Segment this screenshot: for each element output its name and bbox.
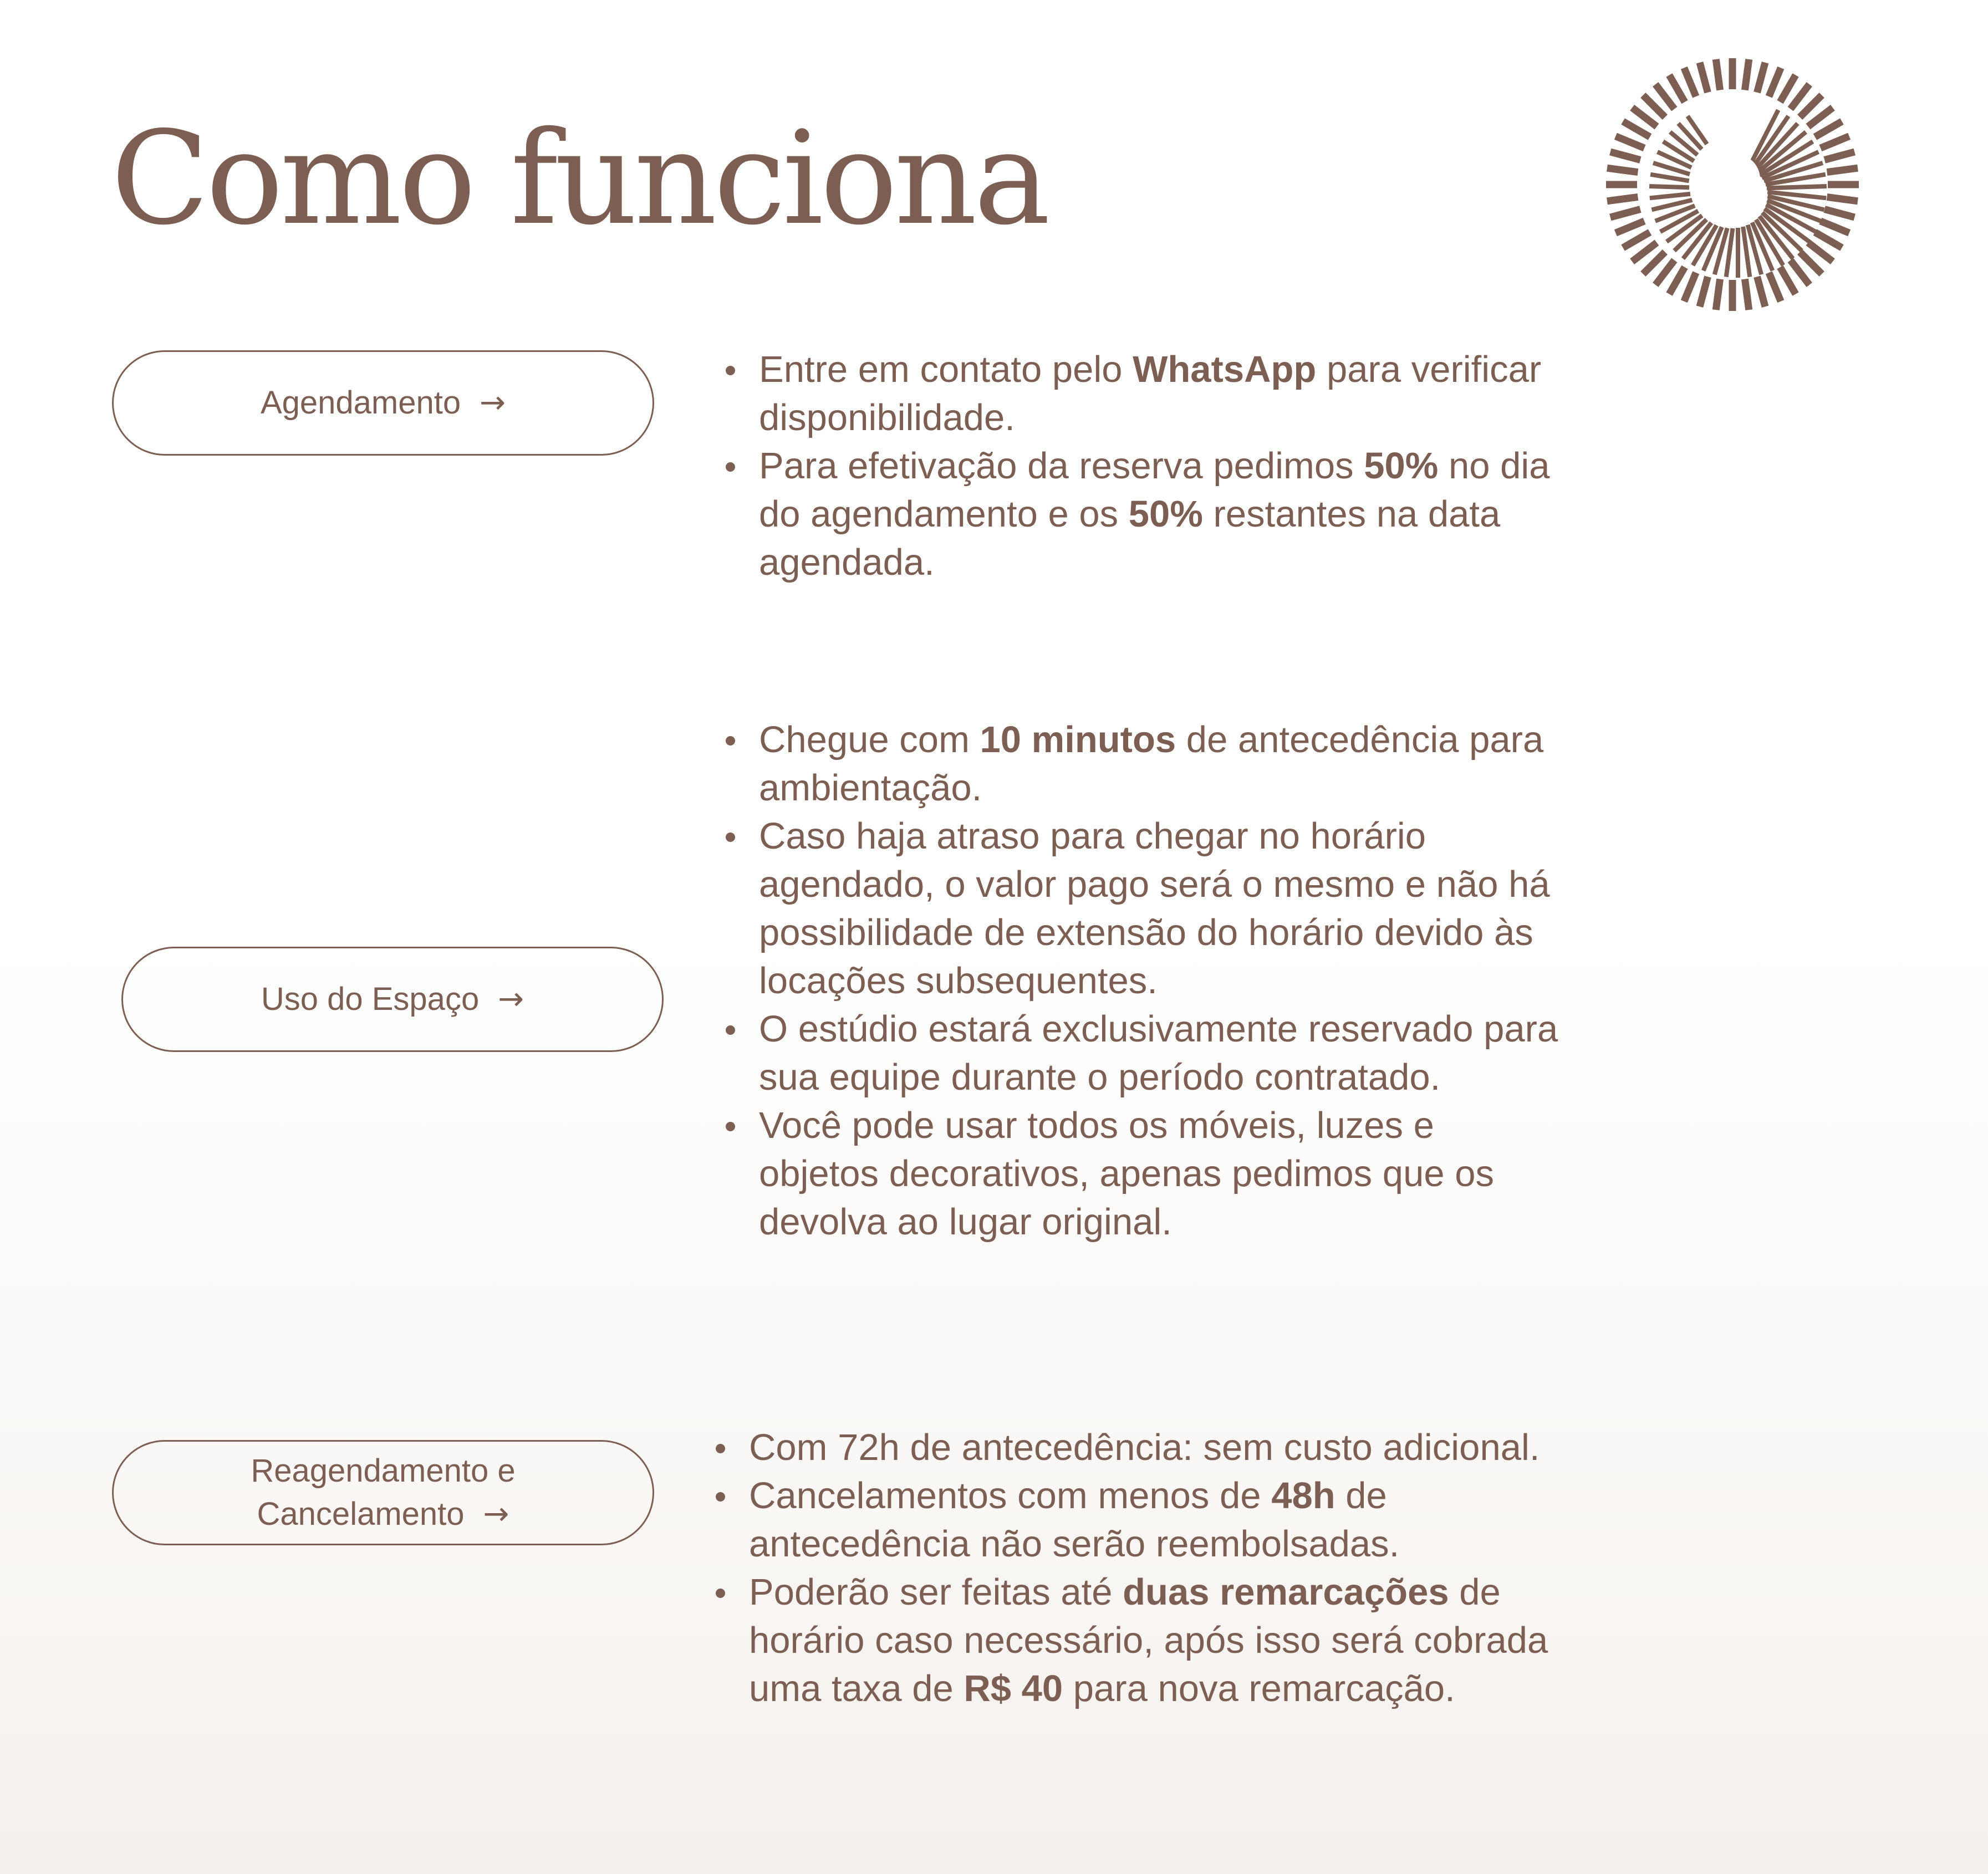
text: Com 72h de antecedência: sem custo adicional.: [749, 1427, 1540, 1468]
reagendamento-cancelamento-button[interactable]: [112, 1440, 654, 1545]
text: de antecedência para ambientação.: [759, 719, 1544, 809]
list-item: [721, 345, 1564, 442]
list-item: [711, 1568, 1554, 1713]
uso-do-espaco-list: [721, 716, 1564, 1246]
text: O estúdio estará exclusivamente reservado para sua equipe durante o período contratado.: [759, 1008, 1558, 1098]
list-item: [721, 1005, 1564, 1101]
reagendamento-button-label-line1: Reagendamento e: [251, 1452, 516, 1489]
agendamento-button-label: Agendamento: [260, 384, 461, 421]
arrow-right-icon: →: [480, 385, 506, 421]
list-item: [721, 1101, 1564, 1246]
bold-text: WhatsApp: [1133, 349, 1317, 390]
bold-text: duas remarcações: [1123, 1571, 1449, 1613]
text: Cancelamentos com menos de: [749, 1475, 1272, 1516]
page-title: Como funciona: [111, 104, 1047, 253]
agendamento-list: [721, 345, 1564, 586]
bold-text: R$ 40: [964, 1668, 1063, 1709]
reagendamento-button-line2: [257, 1493, 509, 1536]
arrow-right-icon: →: [498, 981, 524, 1018]
text: para verificar disponibilidade.: [759, 349, 1542, 438]
bold-text: 48h: [1271, 1475, 1335, 1516]
sunburst-logo-icon: [1605, 57, 1860, 312]
bold-text: 50%: [1128, 493, 1203, 535]
bold-text: 50%: [1364, 445, 1439, 487]
list-item: [721, 716, 1564, 812]
uso-do-espaco-button[interactable]: [121, 947, 664, 1052]
bold-text: 10 minutos: [980, 719, 1176, 760]
list-item: [721, 442, 1564, 586]
text: Poderão ser feitas até: [749, 1571, 1123, 1613]
text: Caso haja atraso para chegar no horário agendado, o valor pago será o mesmo e não há possibilidade de extensão do horário devido às locações subsequentes.: [759, 815, 1550, 1002]
text: Para efetivação da reserva pedimos: [759, 445, 1364, 487]
text: no dia do agendamento e os: [759, 445, 1550, 535]
list-item: [711, 1472, 1554, 1568]
list-item: [711, 1423, 1554, 1472]
uso-do-espaco-button-label: Uso do Espaço: [261, 981, 480, 1017]
text: para nova remarcação.: [1063, 1668, 1455, 1709]
list-item: [721, 812, 1564, 1005]
text: de antecedência não serão reembolsadas.: [749, 1475, 1400, 1565]
arrow-right-icon: →: [483, 1496, 509, 1533]
text: de horário caso necessário, após isso será cobrada uma taxa de: [749, 1571, 1548, 1709]
text: Chegue com: [759, 719, 980, 760]
text: restantes na data agendada.: [759, 493, 1501, 583]
reagendamento-cancelamento-list: [711, 1423, 1554, 1713]
text: Entre em contato pelo: [759, 349, 1133, 390]
reagendamento-button-label-line2: Cancelamento: [257, 1496, 465, 1532]
agendamento-button[interactable]: [112, 350, 654, 456]
text: Você pode usar todos os móveis, luzes e objetos decorativos, apenas pedimos que os devolva ao lugar original.: [759, 1105, 1494, 1243]
